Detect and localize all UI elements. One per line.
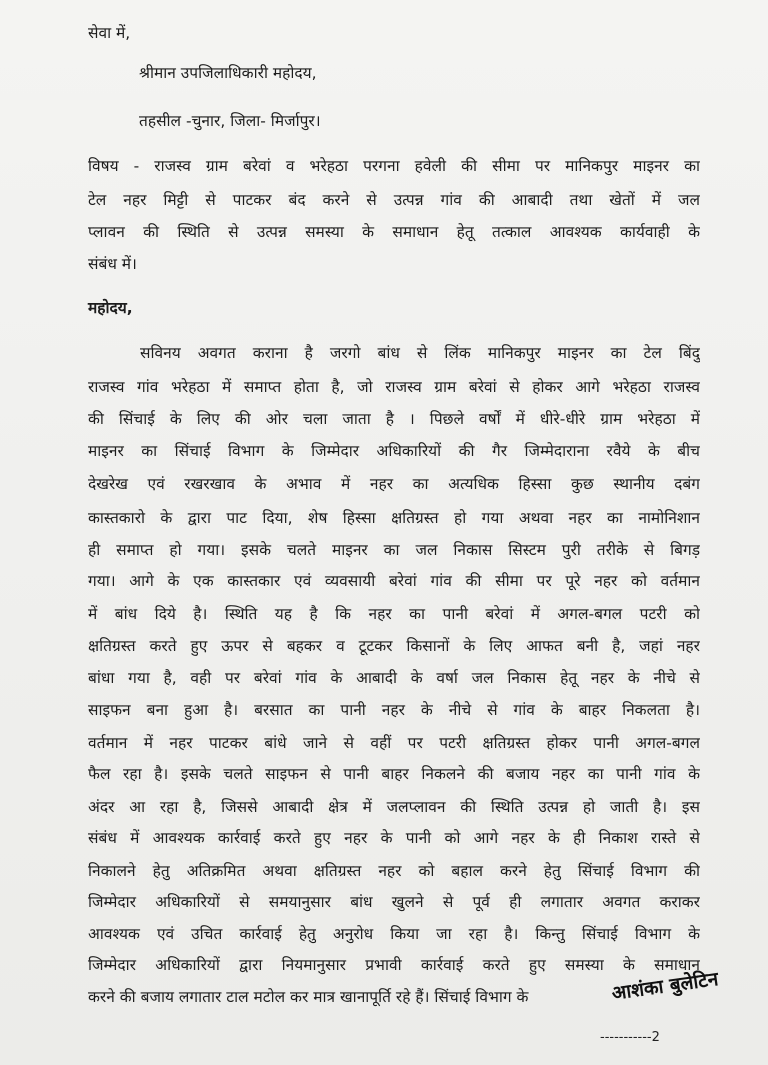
greeting: महोदय,	[88, 299, 133, 317]
body-line: में बांध दिये है। स्थिति यह है कि नहर का पानी बरेवां में अगल-बगल पटरी को	[88, 605, 700, 623]
body-line: जिम्मेदार अधिकारियों द्वारा नियमानुसार प्रभावी कार्रवाई करते हुए समस्या के समाधान	[88, 956, 700, 974]
body-line: करने की बजाय लगातार टाल मटोल कर मात्र खानापूर्ति रहे हैं। सिंचाई विभाग के	[88, 988, 529, 1006]
body-line: देखरेख एवं रखरखाव के अभाव में नहर का अत्यधिक हिस्सा कुछ स्थानीय दबंग	[88, 475, 700, 493]
body-line: वर्तमान में नहर पाटकर बांधे जाने से वहीं पर पटरी क्षतिग्रस्त होकर पानी अगल-बगल	[88, 734, 700, 752]
page-marker: -----------2	[600, 1030, 660, 1045]
body-line: सविनय अवगत कराना है जरगो बांध से लिंक मानिकपुर माइनर का टेल बिंदु	[140, 344, 700, 362]
body-line: आवश्यक एवं उचित कार्रवाई हेतु अनुरोध किया जा रहा है। किन्तु सिंचाई विभाग के	[88, 925, 700, 943]
body-line: गया। आगे के एक कास्तकार एवं व्यवसायी बरेवां गांव की सीमा पर पूरे नहर को वर्तमान	[88, 572, 700, 590]
body-line: संबंध में आवश्यक कार्रवाई करते हुए नहर के पानी को आगे नहर के ही निकाश रास्ते से	[88, 829, 700, 847]
subject-line: टेल नहर मिट्टी से पाटकर बंद करने से उत्पन्न गांव की आबादी तथा खेतों में जल	[88, 191, 700, 209]
body-line: की सिंचाई के लिए की ओर चला जाता है । पिछले वर्षों में धीरे-धीरे ग्राम भरेहठा में	[88, 410, 700, 428]
subject-line: संबंध में।	[88, 255, 137, 273]
body-line: राजस्व गांव भरेहठा में समाप्त होता है, जो राजस्व ग्राम बरेवां से होकर आगे भरेहठा राजस्व	[88, 378, 700, 396]
body-line: माइनर का सिंचाई विभाग के जिम्मेदार अधिकारियों की गैर जिम्मेदाराना रवैये के बीच	[88, 442, 700, 460]
body-line: ही समाप्त हो गया। इसके चलते माइनर का जल निकास सिस्टम पुरी तरीके से बिगड़	[88, 541, 700, 559]
subject-line: विषय - राजस्व ग्राम बरेवां व भरेहठा परगना हवेली की सीमा पर मानिकपुर माइनर का	[88, 157, 700, 175]
address: तहसील -चुनार, जिला- मिर्जापुर।	[139, 112, 321, 130]
body-line: निकालने हेतु अतिक्रमित अथवा क्षतिग्रस्त नहर को बहाल करने हेतु सिंचाई विभाग की	[88, 862, 700, 880]
salutation: सेवा में,	[88, 24, 131, 42]
body-line: क्षतिग्रस्त करते हुए ऊपर से बहकर व टूटकर किसानों के लिए आफत बनी है, जहां नहर	[88, 637, 700, 655]
body-line: बांधा गया है, वही पर बरेवां गांव के आबादी के वर्षा जल निकास हेतू नहर के नीचे से	[88, 669, 700, 687]
body-line: साइफन बना हुआ है। बरसात का पानी नहर के नीचे से गांव के बाहर निकलता है।	[88, 701, 700, 719]
watermark-stamp: आशंका बुलेटिन	[610, 968, 720, 1005]
body-line: फैल रहा है। इसके चलते साइफन से पानी बाहर निकलने की बजाय नहर का पानी गांव के	[88, 765, 700, 783]
subject-line: प्लावन की स्थिति से उत्पन्न समस्या के समाधान हेतू तत्काल आवश्यक कार्यवाही के	[88, 223, 700, 241]
addressee: श्रीमान उपजिलाधिकारी महोदय,	[139, 64, 317, 82]
body-line: कास्तकारो के द्वारा पाट दिया, शेष हिस्सा क्षतिग्रस्त हो गया अथवा नहर का नामोनिशान	[88, 509, 700, 527]
body-line: जिम्मेदार अधिकारियों से समयानुसार बांध खुलने से पूर्व ही लगातार अवगत कराकर	[88, 893, 700, 911]
body-line: अंदर आ रहा है, जिससे आबादी क्षेत्र में जलप्लावन की स्थिति उत्पन्न हो जाती है। इस	[88, 798, 700, 816]
